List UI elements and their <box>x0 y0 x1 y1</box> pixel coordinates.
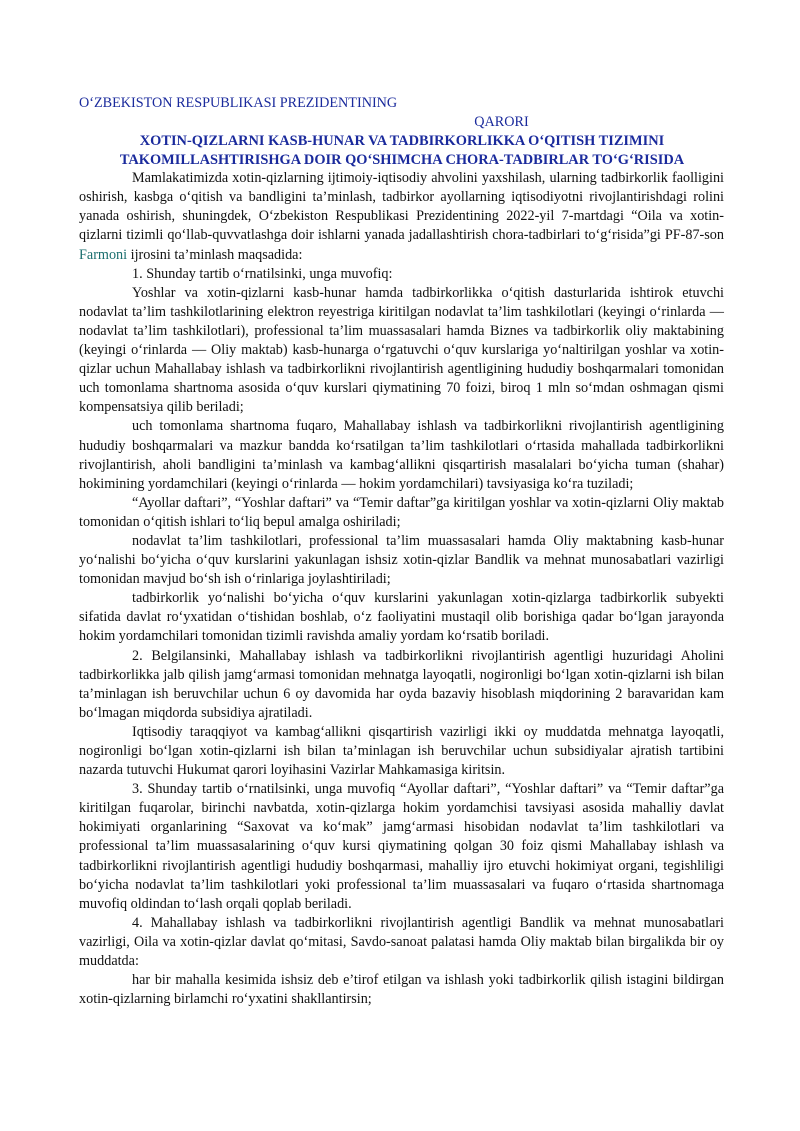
paragraph-10: 4. Mahallabay ishlash va tadbirkorlikni rivojlantirish agentligi Bandlik va mehnat munosabatlari vazirligi, Oila va xotin-qizlar davlat qo‘mitasi, Savdo-sanoat palatasi hamda Oliy maktab bilan birgalikda bir oy muddatda: <box>79 914 724 970</box>
document-type: QARORI <box>474 114 529 131</box>
paragraph-1: 1. Shunday tartib o‘rnatilsinki, unga muvofiq: <box>132 265 393 282</box>
document-page <box>79 94 724 1009</box>
decree-link[interactable]: Farmoni <box>79 246 128 263</box>
preamble-paragraph <box>79 169 724 264</box>
preamble-text: Mamlakatimizda xotin-qizlarning ijtimoiy-iqtisodiy ahvolini yaxshilash, ularning tadbirkorlik faolligini oshirish, kasbga o‘qitish va bandligini ta’minlash, tadbirkor ayollarning iqtisodiyotni rivojlantirishdagi rolini yanada oshirish, shuningdek, O‘zbekiston Respublikasi Prezidentining 2022-yil 7-martdagi “Oila va xotin-qizlarni tizimli qo‘llab-quvvatlashga doir ishlarni yanada jadallashtirish chora-tadbirlari to‘g‘risida”gi PF-87-son <box>79 170 724 244</box>
paragraph-8: Iqtisodiy taraqqiyot va kambag‘allikni qisqartirish vazirligi ikki oy muddatda mehnatga layoqatli, nogironligi bo‘lgan xotin-qizlarni ish bilan ta’minlagan ish beruvchilar uchun subsidiyalar ajratish tartibini nazarda tutuvchi Hukumat qarori loyihasini Vazirlar Mahkamasiga kiritsin. <box>79 723 724 779</box>
paragraph-11: har bir mahalla kesimida ishsiz deb e’tirof etilgan va ishlash yoki tadbirkorlik qilish istagini bildirgan xotin-qizlarning birlamchi ro‘yxatini shakllantirsin; <box>79 972 724 1008</box>
issuer-heading: O‘ZBEKISTON RESPUBLIKASI PREZIDENTINING <box>79 95 398 111</box>
paragraph-2: Yoshlar va xotin-qizlarni kasb-hunar hamda tadbirkorlikka o‘qitish dasturlarida ishtirok etuvchi nodavlat ta’lim tashkilotlarining elektron reyestriga kiritilgan nodavlat ta’lim tashkilotlari (keyingi o‘rinlarda — nodavlat ta’lim tashkilotlari), professional ta’lim muassasalari hamda Biznes va tadbirkorlik oliy maktabining (keyingi o‘rinlarda — Oliy maktab) kasb-hunarga o‘rgatuvchi o‘quv kurslariga yo‘naltirilgan yoshlar va xotin-qizlar uchun Mahallabay ishlash va tadbirkorlikni rivojlantirish agentligining hududiy boshqarmalari tomonidan uch tomonlama shartnoma asosida o‘quv kurslari qiymatining 70 foizi, biroq 1 mln so‘mdan oshmagan qismi kompensatsiya qilib beriladi; <box>79 284 724 416</box>
paragraph-7: 2. Belgilansinki, Mahallabay ishlash va tadbirkorlikni rivojlantirish agentligi huzuridagi Aholini tadbirkorlikka jalb qilish jamg‘armasi tomonidan mehnatga layoqatli, nogironligi bo‘lgan xotin-qizlarni ish bilan ta’minlagan ish beruvchilar uchun 6 oy davomida har oyda bazaviy hisoblash miqdorining 2 baravaridan kam bo‘lmagan miqdorda subsidiya ajratiladi. <box>79 647 724 721</box>
paragraph-3: uch tomonlama shartnoma fuqaro, Mahallabay ishlash va tadbirkorlikni rivojlantirish agentligining hududiy boshqarmalari va mazkur bandda ko‘rsatilgan ta’lim tashkilotlari o‘rtasida mahallada tadbirkorlikni rivojlantirish, aholi bandligini ta’minlash va kambag‘allikni qisqartirish masalalari bo‘yicha tuman (shahar) hokimining yordamchilari (keyingi o‘rinlarda — hokim yordamchilari) tavsiyasiga ko‘ra tuziladi; <box>79 418 724 492</box>
preamble-text-end: ijrosini ta’minlash maqsadida: <box>130 246 303 263</box>
paragraph-5: nodavlat ta’lim tashkilotlari, professional ta’lim muassasalari hamda Oliy maktabning kasb-hunar yo‘nalishi bo‘yicha o‘quv kurslarini yakunlagan ishsiz xotin-qizlar Bandlik va mehnat munosabatlari vazirligi tomonidan mavjud bo‘sh ish o‘rinlariga joylashtiriladi; <box>79 532 724 588</box>
paragraph-6: tadbirkorlik yo‘nalishi bo‘yicha o‘quv kurslarini yakunlagan xotin-qizlarga tadbirkorlik subyekti sifatida davlat ro‘yxatidan o‘tishidan boshlab, o‘z faoliyatini mustaqil olib borishiga qadar bo‘lgan jarayonda hokim yordamchilari tomonidan tizimli ravishda amaliy yordam ko‘rsatib boriladi. <box>79 590 724 645</box>
paragraph-9: 3. Shunday tartib o‘rnatilsinki, unga muvofiq “Ayollar daftari”, “Yoshlar daftari” va “Temir daftar”ga kiritilgan fuqarolar, birinchi navbatda, xotin-qizlarga hokim yordamchisi tavsiyasi asosida mahalliy davlat hokimiyati organlarining “Saxovat va ko‘mak” jamg‘armasi hisobidan nodavlat ta’lim tashkilotlari va professional ta’lim muassasalarining o‘quv kursi qiymatining qolgan 30 foiz qismi Mahallabay ishlash va tadbirkorlikni rivojlantirish agentligi hududiy boshqarmasi, mahalliy ijro etuvchi hokimiyat organi, tegishliligi bo‘yicha nodavlat ta’lim tashkilotlari yoki professional ta’lim muassasalari va fuqaro o‘rtasida shartnomaga muvofiq oldindan to‘lash orqali qoplab beriladi. <box>79 781 724 912</box>
document-title-line-2: TAKOMILLASHTIRISHGA DOIR QO‘SHIMCHA CHORA-TADBIRLAR TO‘G‘RISIDA <box>119 151 685 168</box>
document-title-line-1: XOTIN-QIZLARNI KASB-HUNAR VA TADBIRKORLIKKA O‘QITISH TIZIMINI <box>139 133 665 150</box>
paragraph-4: “Ayollar daftari”, “Yoshlar daftari” va “Temir daftar”ga kiritilgan yoshlar va xotin-qizlarni Oliy maktab tomonidan o‘qitish ishlari to‘liq bepul amalga oshiriladi; <box>79 494 724 530</box>
